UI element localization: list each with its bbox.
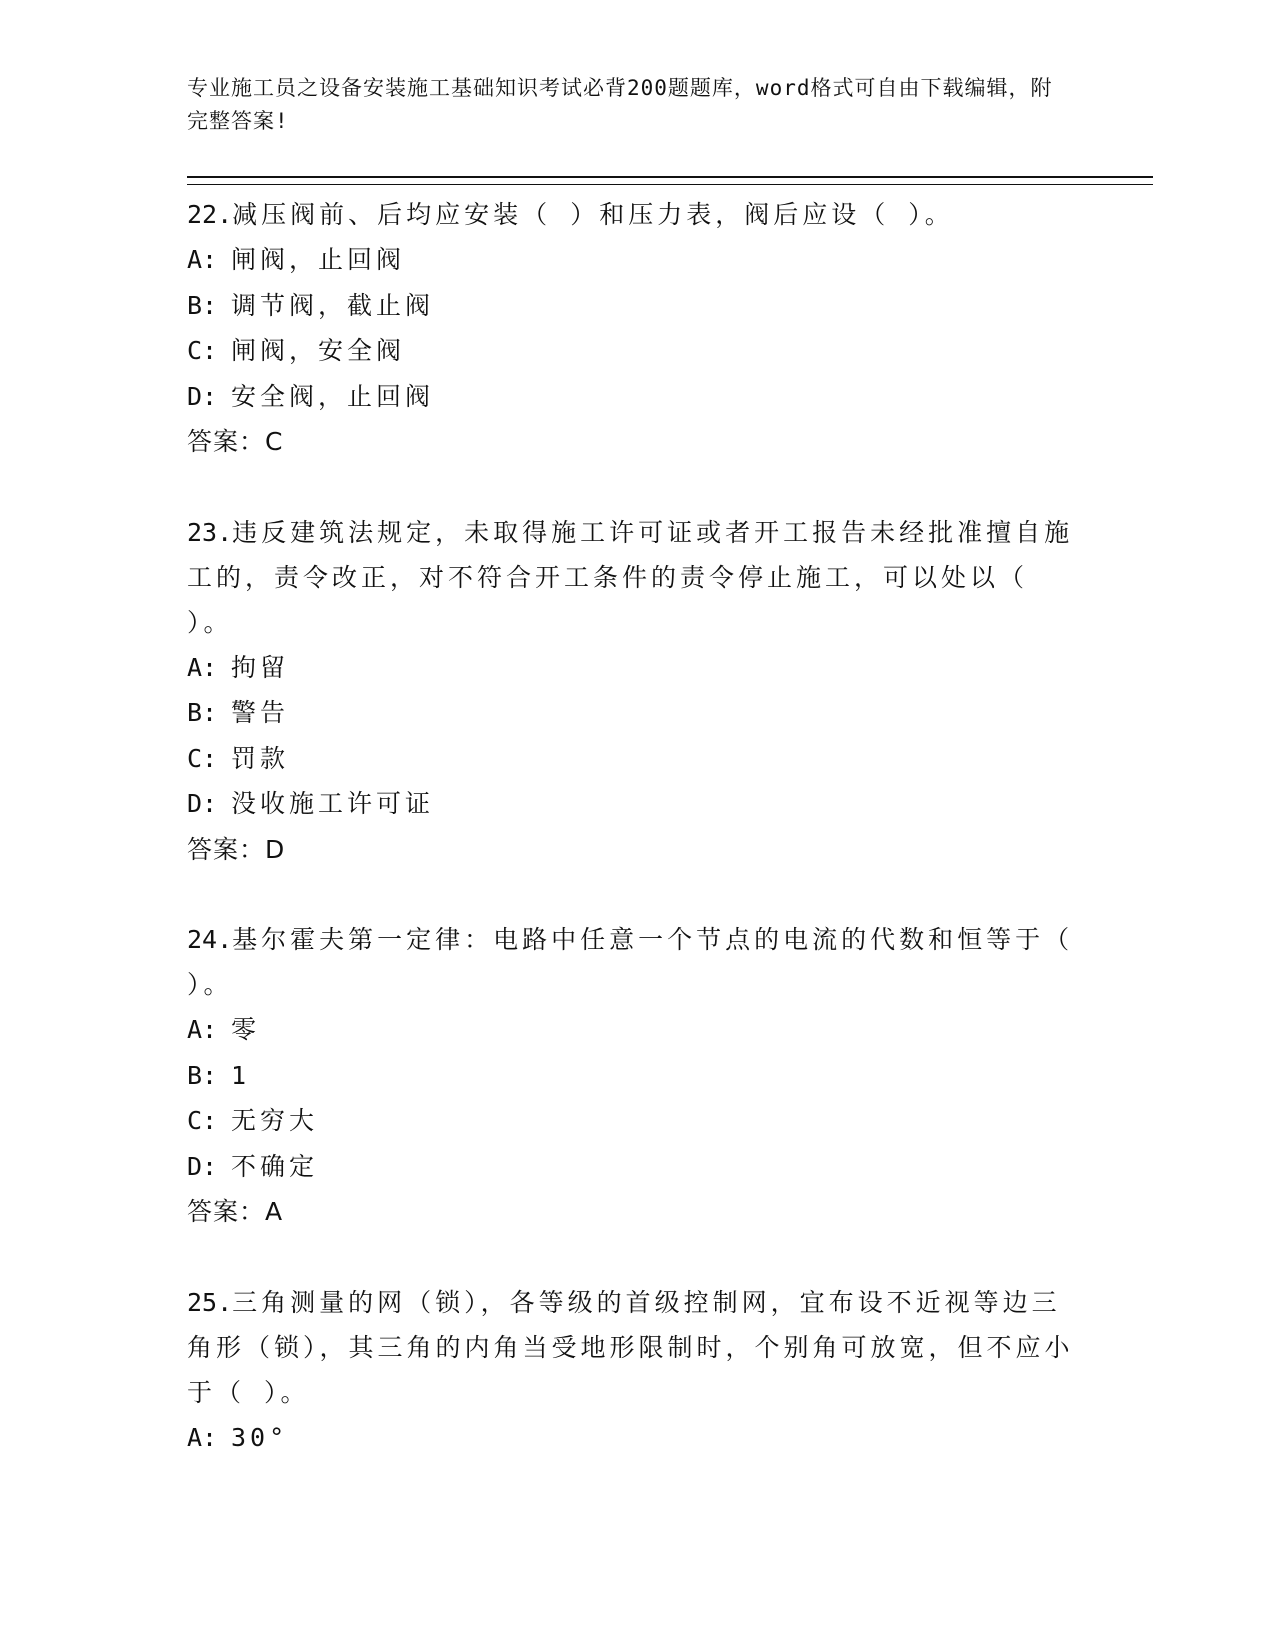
option-key: C: (187, 1106, 218, 1135)
question-text (187, 1280, 1087, 1415)
option-key: A: (187, 245, 218, 274)
question-number: 24. (187, 925, 233, 954)
option-b (187, 283, 1087, 329)
option-text: 拘留 (231, 652, 290, 682)
question-number: 23. (187, 517, 233, 547)
answer-line: 答案：C (187, 427, 284, 456)
option-c (187, 736, 1087, 782)
question-22 (187, 192, 1087, 465)
option-text: 安全阀，止回阀 (231, 381, 435, 411)
option-c (187, 1098, 1087, 1144)
option-d (187, 1144, 1087, 1190)
question-list (187, 192, 1087, 1505)
answer-line: 答案：A (187, 1197, 284, 1226)
option-key: D: (187, 789, 218, 818)
answer-line: 答案：D (187, 834, 286, 864)
question-number: 22. (187, 200, 233, 229)
option-text: 闸阀，止回阀 (231, 245, 406, 274)
option-text: 罚款 (231, 743, 290, 773)
option-key: C: (187, 336, 218, 365)
option-text: 调节阀，截止阀 (231, 290, 435, 320)
question-stem: 违反建筑法规定，未取得施工许可证或者开工报告未经批准擅自施工的，责令改正，对不符合开工条件的责令停止施工，可以处以（ ）。 (187, 517, 1074, 637)
option-text: 警告 (231, 698, 290, 727)
option-key: A: (187, 1422, 218, 1452)
option-a (187, 237, 1087, 283)
option-key: D: (187, 381, 218, 411)
option-key: B: (187, 290, 218, 320)
option-b (187, 1053, 1087, 1099)
option-a (187, 645, 1087, 691)
question-stem: 三角测量的网（锁），各等级的首级控制网，宜布设不近视等边三角形（锁），其三角的内角当受地形限制时，个别角可放宽，但不应小于（ ）。 (187, 1287, 1074, 1407)
option-text: 零 (231, 1015, 261, 1044)
header-divider (187, 176, 1153, 185)
option-d (187, 374, 1087, 420)
option-text: 30° (231, 1422, 289, 1452)
question-text (187, 192, 1087, 237)
option-d (187, 781, 1087, 827)
option-a (187, 1007, 1087, 1053)
option-c (187, 328, 1087, 374)
option-b (187, 690, 1087, 736)
option-text: 闸阀，安全阀 (231, 336, 406, 365)
option-key: B: (187, 1060, 218, 1090)
option-text: 不确定 (231, 1151, 319, 1181)
option-text: 没收施工许可证 (231, 789, 435, 818)
option-key: D: (187, 1151, 218, 1181)
option-key: B: (187, 698, 218, 727)
option-a (187, 1415, 1087, 1461)
document-header: 专业施工员之设备安装施工基础知识考试必背200题题库，word格式可自由下载编辑，附完整答案! (187, 76, 1053, 133)
option-key: A: (187, 652, 218, 682)
option-key: C: (187, 743, 218, 773)
question-24 (187, 917, 1087, 1235)
question-number: 25. (187, 1287, 233, 1317)
question-stem: 基尔霍夫第一定律：电路中任意一个节点的电流的代数和恒等于（ ）。 (187, 925, 1074, 999)
option-text: 1 (231, 1060, 251, 1090)
option-key: A: (187, 1015, 218, 1044)
question-stem: 减压阀前、后均应安装（ ）和压力表，阀后应设（ ）。 (232, 200, 954, 229)
question-text (187, 510, 1087, 645)
option-text: 无穷大 (231, 1106, 319, 1135)
question-text (187, 917, 1087, 1007)
question-25 (187, 1280, 1087, 1461)
question-23 (187, 510, 1087, 873)
